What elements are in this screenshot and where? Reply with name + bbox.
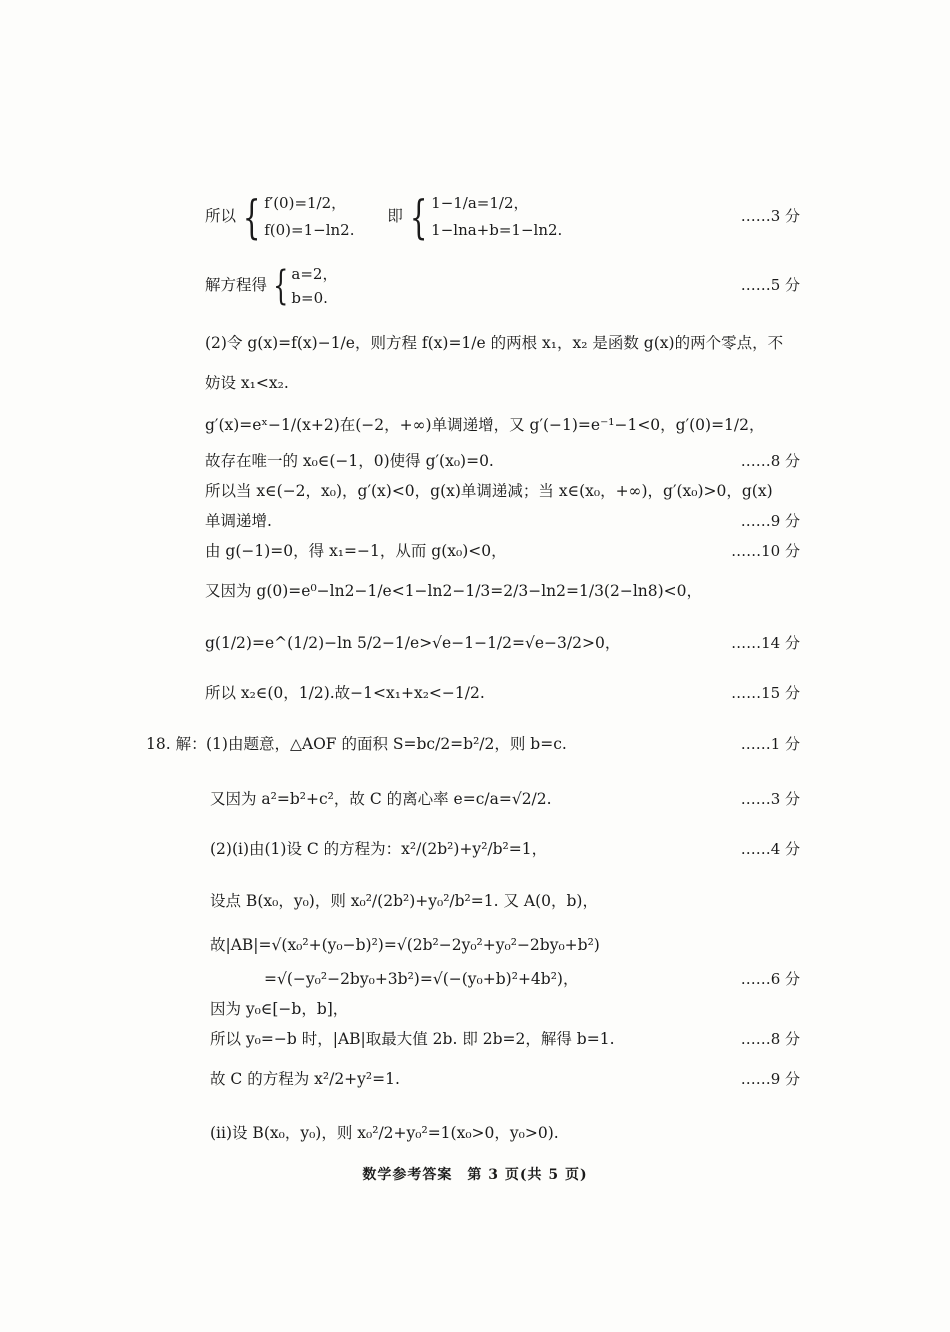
score-1: ……1 分 <box>740 735 800 753</box>
score-6: ……6 分 <box>740 970 800 988</box>
eq-b: 1−lna+b=1−ln2. <box>431 221 563 239</box>
text-line: (ii)设 B(x₀，y₀)，则 x₀²/2+y₀²=1(x₀>0，y₀>0). <box>210 1124 559 1142</box>
text-line: g(1/2)=e^(1/2)−ln 5/2−1/e>√e−1−1/2=√e−3/2>0， <box>205 634 621 652</box>
score-14: ……14 分 <box>731 634 800 652</box>
eq-f0: f(0)=1−ln2. <box>264 221 355 239</box>
score-8: ……8 分 <box>740 452 800 470</box>
solve-line <box>205 262 800 318</box>
text-line: 设点 B(x₀，y₀)，则 x₀²/(2b²)+y₀²/b²=1. 又 A(0，b)， <box>210 892 598 910</box>
brace-solution: { a=2， b=0. <box>273 263 338 309</box>
system-line <box>205 190 800 260</box>
label-ji: 即 <box>387 207 403 225</box>
score-3: ……3 分 <box>740 207 800 225</box>
text-line: 单调递增. <box>205 512 272 530</box>
text-line: 又因为 g(0)=e⁰−ln2−1/e<1−ln2−1/3=2/3−ln2=1/3(2−ln8)<0， <box>205 582 703 600</box>
text-line: (2)(i)由(1)设 C 的方程为：x²/(2b²)+y²/b²=1， <box>210 840 548 858</box>
text-line: 妨设 x₁<x₂. <box>205 374 289 392</box>
text-line: 又因为 a²=b²+c²，故 C 的离心率 e=c/a=√2/2. <box>210 790 552 808</box>
score-15: ……15 分 <box>731 684 800 702</box>
score-9: ……9 分 <box>740 512 800 530</box>
text-line: 所以 x₂∈(0，1/2).故−1<x₁+x₂<−1/2. <box>205 684 485 702</box>
text-line: 故 C 的方程为 x²/2+y²=1. <box>210 1070 400 1088</box>
text-line: (2)令 g(x)=f(x)−1/e，则方程 f(x)=1/e 的两根 x₁，x₂ 是函数 g(x)的两个零点，不 <box>205 334 784 352</box>
sol-a: a=2， <box>291 265 338 283</box>
score-9b: ……9 分 <box>740 1070 800 1088</box>
text-line: 故存在唯一的 x₀∈(−1，0)使得 g′(x₀)=0. <box>205 452 494 470</box>
text-line: 因为 y₀∈[−b，b]， <box>210 1000 349 1018</box>
score-8b: ……8 分 <box>740 1030 800 1048</box>
text-line: (1)由题意，△AOF 的面积 S=bc/2=b²/2，则 b=c. <box>206 735 567 753</box>
brace-system-2: { 1−1/a=1/2， 1−lna+b=1−ln2. <box>409 190 563 244</box>
label-suoyi: 所以 <box>205 207 237 225</box>
text-line: 由 g(−1)=0，得 x₁=−1，从而 g(x₀)<0， <box>205 542 507 560</box>
text-line: g′(x)=eˣ−1/(x+2)在(−2，+∞)单调递增，又 g′(−1)=e⁻¹−1<0，g′(0)=1/2， <box>205 416 765 434</box>
text-line: 所以当 x∈(−2，x₀)，g′(x)<0，g(x)单调递减；当 x∈(x₀，+∞)，g′(x₀)>0，g(x) <box>205 482 773 500</box>
brace-system-1: { f′(0)=1/2， f(0)=1−ln2. <box>242 190 355 244</box>
score-4: ……4 分 <box>740 840 800 858</box>
page-footer: 数学参考答案 第 3 页(共 5 页) <box>362 1167 588 1183</box>
score-5: ……5 分 <box>740 276 800 294</box>
eq-fprime: f′(0)=1/2， <box>264 194 347 212</box>
question-18-number: 18. 解： <box>146 735 207 753</box>
text-line: 所以 y₀=−b 时，|AB|取最大值 2b. 即 2b=2，解得 b=1. <box>210 1030 615 1048</box>
text-line: 故|AB|=√(x₀²+(y₀−b)²)=√(2b²−2y₀²+y₀²−2by₀+b²) <box>210 936 600 954</box>
score-3b: ……3 分 <box>740 790 800 808</box>
label-solve: 解方程得 <box>205 276 268 294</box>
text-line: =√(−y₀²−2by₀+3b²)=√(−(y₀+b)²+4b²)， <box>264 970 579 988</box>
sol-b: b=0. <box>291 289 328 307</box>
eq-a: 1−1/a=1/2， <box>431 194 529 212</box>
score-10: ……10 分 <box>731 542 800 560</box>
